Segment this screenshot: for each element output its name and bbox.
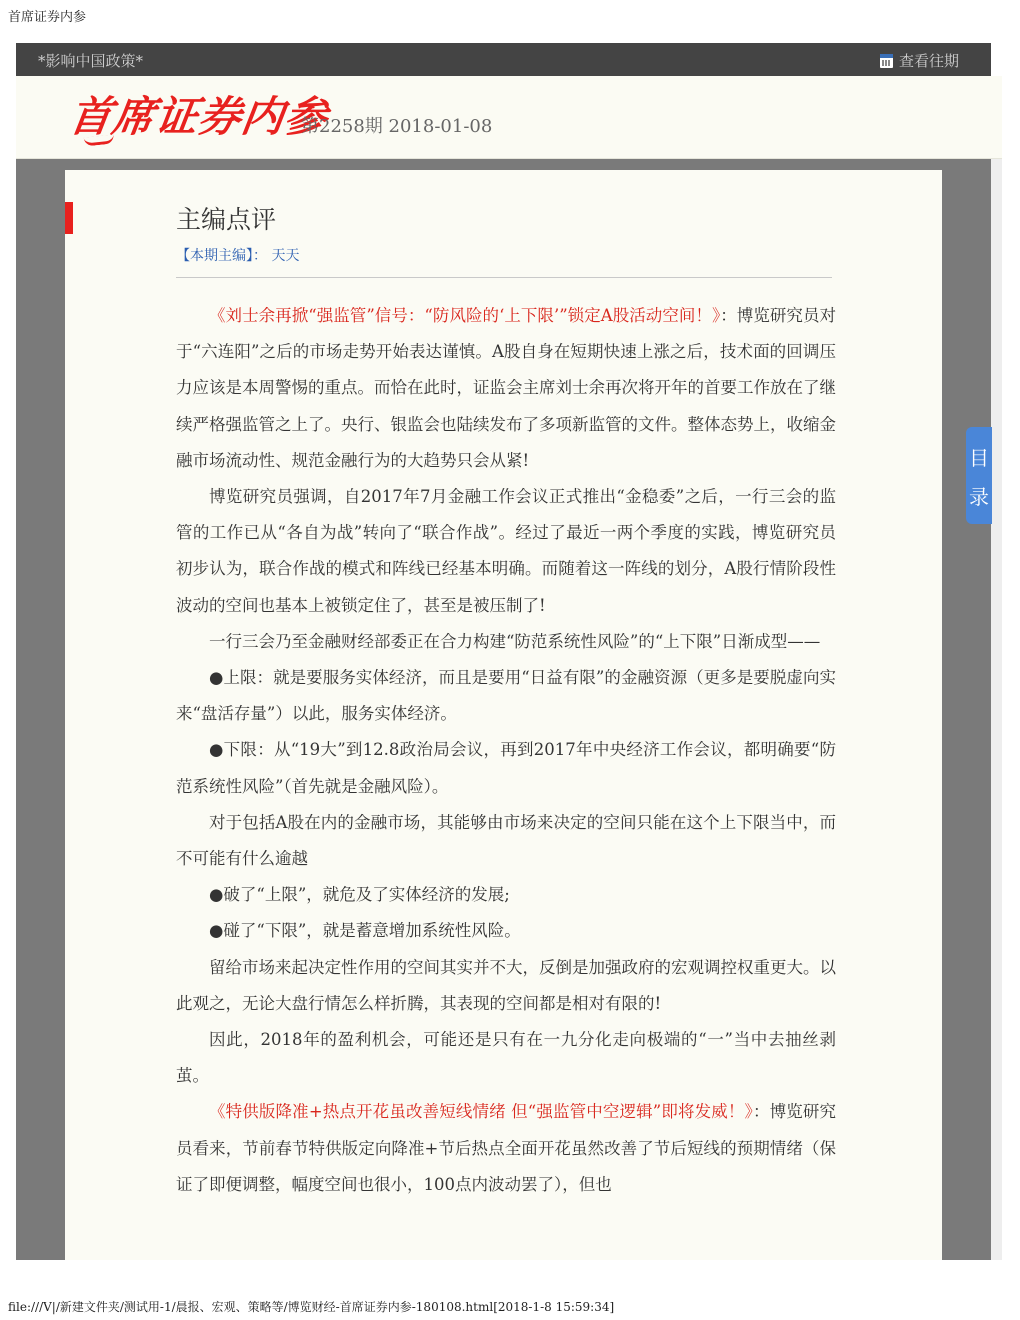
article-body xyxy=(176,298,836,1203)
article-paper xyxy=(65,170,942,1260)
editor-label: 【本期主编】 xyxy=(176,248,253,264)
paragraph xyxy=(176,298,836,479)
logo: 首席证券内参 xyxy=(66,92,332,141)
slogan: *影响中国政策* xyxy=(38,52,144,70)
editor-separator: ： xyxy=(253,248,267,264)
top-bar xyxy=(16,43,991,76)
paragraph: ●破了“上限”，就危及了实体经济的发展; xyxy=(209,885,510,905)
toc-char: 目 xyxy=(969,445,989,470)
paragraph: 博览研究员强调，自2017年7月金融工作会议正式推出“金稳委”之后，一行三会的监管的工作已从“各自为战”转向了“联合作战”。经过了最近一两个季度的实践，博览研究员初步认为，联合作战的模式和阵线已经基本明确。而随着这一阵线的划分，A股行情阶段性波动的空间也基本上被锁定住了，甚至是被压制了! xyxy=(176,487,836,615)
view-past-issues-label: 查看往期 xyxy=(898,52,959,70)
calendar-icon xyxy=(880,54,893,68)
headline-link[interactable]: 《刘士余再掀“强监管”信号：“防风险的‘上下限’”锁定A股活动空间！》 xyxy=(209,306,721,325)
paragraph: 因此，2018年的盈利机会，可能还是只有在一九分化走向极端的“一”当中去抽丝剥茧。 xyxy=(176,1030,836,1086)
paragraph: ●碰了“下限”，就是蓄意增加系统性风险。 xyxy=(209,921,521,941)
paragraph: ●上限：就是要服务实体经济，而且是要用“日益有限”的金融资源（更多是要脱虚向实来“盘活存量”）以此，服务实体经济。 xyxy=(176,668,836,724)
paragraph xyxy=(176,1094,836,1203)
table-of-contents-tab[interactable] xyxy=(966,427,992,524)
section-marker xyxy=(65,202,73,234)
view-past-issues-button[interactable] xyxy=(880,50,959,71)
headline-link[interactable]: 《特供版降准+热点开花虽改善短线情绪 但“强监管中空逻辑”即将发威！》 xyxy=(209,1102,753,1122)
paragraph: 对于包括A股在内的金融市场，其能够由市场来决定的空间只能在这个上下限当中，而不可能有什么逾越 xyxy=(176,812,836,869)
paragraph-text: ：博览研究员对于“六连阳”之后的市场走势开始表达谨慎。A股自身在短期快速上涨之后，技术面的回调压力应该是本周警惕的重点。而恰在此时，证监会主席刘士余再次将开年的首要工作放在了继续严格强监管之上了。央行、银监会也陆续发布了多项新监管的文件。整体态势上，收缩金融市场流动性、规范金融行为的大趋势只会从紧! xyxy=(176,306,837,470)
paragraph: 留给市场来起决定性作用的空间其实并不大，反倒是加强政府的宏观调控权重更大。以此观之，无论大盘行情怎么样折腾，其表现的空间都是相对有限的! xyxy=(176,957,836,1013)
section-title: 主编点评 xyxy=(176,205,277,234)
print-header: 首席证券内参 xyxy=(8,10,87,25)
toc-char: 录 xyxy=(969,484,989,509)
editor-line xyxy=(176,245,299,265)
paragraph-text: ：博览研究员看来，节前春节特供版定向降准+节后热点全面开花虽然改善了节后短线的预期情绪（保证了即便调整，幅度空间也很小，100点内波动罢了），但也 xyxy=(176,1102,836,1194)
logo-swoosh xyxy=(84,134,115,146)
masthead-banner xyxy=(16,76,1002,159)
editor-name: 天天 xyxy=(271,248,300,264)
paragraph: ●下限：从“19大”到12.8政治局会议，再到2017年中央经济工作会议，都明确要“防范系统性风险”（首先就是金融风险）。 xyxy=(176,740,836,796)
page-edge-strip xyxy=(991,159,1002,1260)
divider xyxy=(176,277,832,278)
print-footer: file:///V|/新建文件夹/测试用-1/晨报、宏观、策略等/博览财经-首席证券内参-180108.html[2018-1-8 15:59:34] xyxy=(8,1300,615,1314)
issue-number-date: 第2258期 2018-01-08 xyxy=(301,116,493,137)
paragraph: 一行三会乃至金融财经部委正在合力构建“防范系统性风险”的“上下限”日渐成型—— xyxy=(209,631,821,651)
